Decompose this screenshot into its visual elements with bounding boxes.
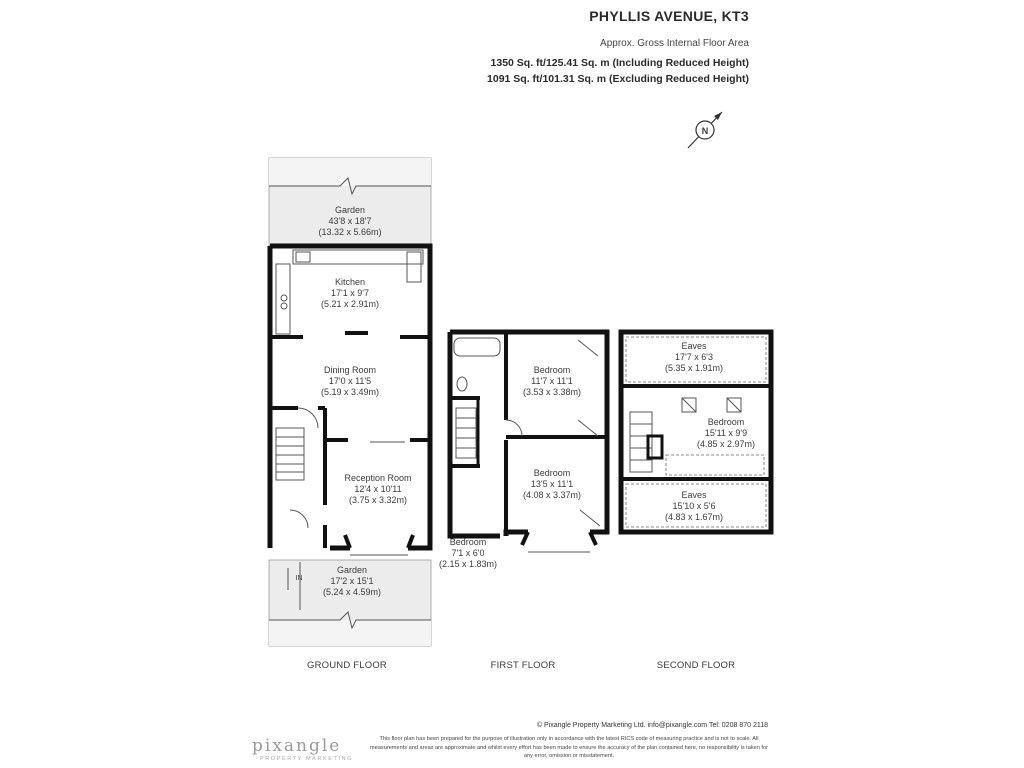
property-title: PHYLLIS AVENUE, KT3	[589, 8, 749, 24]
eaves-front-metric: (4.83 x 1.67m)	[664, 512, 724, 522]
first-floor-staircase	[456, 408, 476, 458]
first-bedroom-front-imperial: 13'5 x 11'1	[530, 479, 574, 489]
reception-room-imperial: 12'4 x 10'11	[354, 484, 402, 494]
kitchen-counter	[293, 250, 423, 264]
contact-line: © Pixangle Property Marketing Ltd. info@pixangle.com Tel: 0208 870 2118	[536, 722, 768, 729]
first-bedroom-rear-imperial: 11'7 x 11'1	[531, 376, 573, 386]
eaves-rear-imperial: 17'7 x 6'3	[675, 352, 713, 362]
rear-garden-imperial: 43'8 x 18'7	[328, 216, 372, 226]
reception-room-name: Reception Room	[344, 473, 412, 483]
dining-room-metric: (5.19 x 3.49m)	[320, 387, 380, 397]
area-excluding-reduced-height: 1091 Sq. ft/101.31 Sq. m (Excluding Reduced Height)	[487, 73, 749, 85]
second-floor-label: SECOND FLOOR	[656, 660, 736, 671]
pixangle-logo-subtitle: PROPERTY MARKETING	[260, 756, 354, 762]
first-bedroom-rear-name: Bedroom	[533, 365, 571, 375]
eaves-rear-name: Eaves	[681, 341, 707, 351]
sink-icon	[296, 252, 310, 262]
front-garden-imperial: 17'2 x 15'1	[330, 576, 374, 586]
first-bedroom-front-name: Bedroom	[533, 468, 571, 478]
ground-floor-plan	[269, 158, 431, 671]
staircase	[276, 428, 304, 480]
second-bedroom-metric: (4.85 x 2.97m)	[696, 439, 756, 449]
eaves-front-name: Eaves	[681, 490, 707, 500]
reception-room-metric: (3.75 x 3.32m)	[348, 495, 408, 505]
first-bedroom-small-imperial: 7'1 x 6'0	[451, 548, 485, 558]
pixangle-logo: pixangle	[252, 736, 342, 756]
compass-icon	[688, 112, 722, 148]
hob-icon	[281, 295, 287, 301]
eaves-front-imperial: 15'10 x 5'6	[672, 501, 716, 511]
kitchen-metric: (5.21 x 2.91m)	[320, 299, 380, 309]
kitchen-imperial: 17'1 x 9'7	[331, 288, 369, 298]
front-door-swing	[290, 510, 308, 528]
first-bedroom-front-metric: (4.08 x 3.37m)	[522, 490, 582, 500]
disclaimer-text: This floor plan has been prepared for the purpose of illustration only in accordance with the latest RICS code of measuring practice and is not to scale. All measurements and areas are approximate and whilst every effort has been made to ensure the accuracy of the plan contained here, no responsibility is taken for any error, omission or misstatement.	[370, 736, 768, 759]
second-floor-plan	[621, 332, 771, 671]
rear-garden-name: Garden	[334, 205, 366, 215]
front-garden-name: Garden	[336, 565, 368, 575]
dining-room-name: Dining Room	[323, 365, 377, 375]
second-floor-staircase	[630, 412, 662, 472]
first-floor-walls	[450, 332, 607, 536]
ground-floor-label: GROUND FLOOR	[307, 660, 387, 671]
eaves-rear-metric: (5.35 x 1.91m)	[664, 363, 724, 373]
dining-room-imperial: 17'0 x 11'5	[328, 376, 372, 386]
kitchen-name: Kitchen	[334, 277, 366, 287]
front-garden-metric: (5.24 x 4.59m)	[322, 587, 382, 597]
second-bedroom-name: Bedroom	[707, 417, 745, 427]
first-bedroom-rear-metric: (3.53 x 3.38m)	[522, 387, 582, 397]
second-bedroom-imperial: 15'11 x 9'9	[704, 428, 748, 438]
area-including-reduced-height: 1350 Sq. ft/125.41 Sq. m (Including Reduced Height)	[490, 57, 749, 69]
toilet-icon	[457, 377, 467, 391]
first-bedroom-small-metric: (2.15 x 1.83m)	[438, 559, 498, 569]
area-subtitle: Approx. Gross Internal Floor Area	[600, 38, 749, 49]
first-floor-plan	[439, 332, 607, 671]
first-bedroom-small-name: Bedroom	[449, 537, 487, 547]
bath-icon	[454, 338, 500, 356]
entry-label: IN	[295, 575, 303, 582]
compass-north-label: N	[701, 126, 709, 136]
first-floor-label: FIRST FLOOR	[490, 660, 556, 671]
rear-garden-metric: (13.32 x 5.66m)	[318, 227, 382, 237]
